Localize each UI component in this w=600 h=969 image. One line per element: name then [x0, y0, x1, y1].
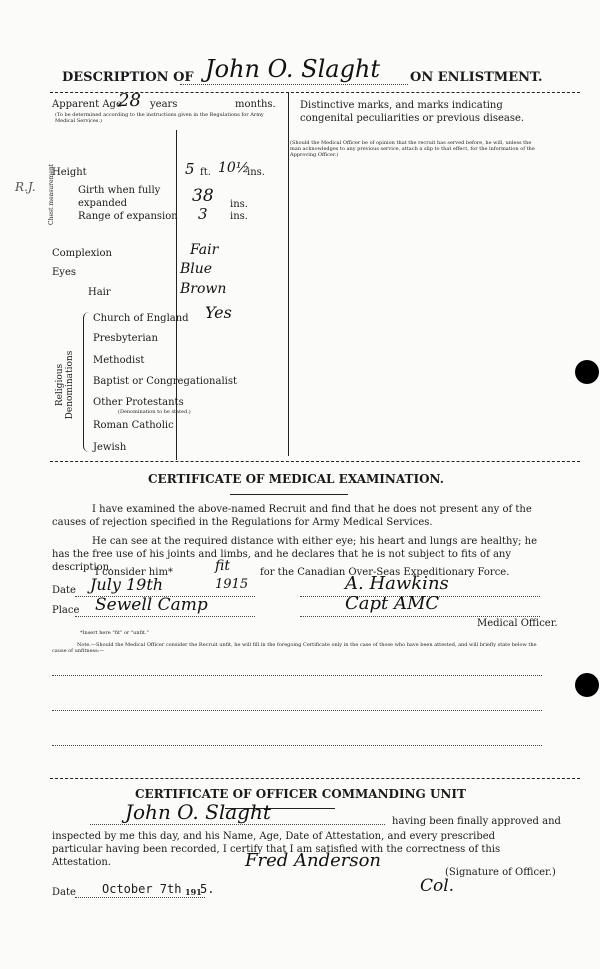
months-label: months. [235, 99, 276, 110]
religion-item: Roman Catholic [93, 420, 174, 431]
height-in: 10½ [218, 160, 250, 176]
religion-label: Religious Denominations [55, 350, 75, 420]
punch-hole [575, 673, 599, 697]
date-label: Date [52, 585, 76, 596]
girth-label: Girth when fully expanded [78, 185, 161, 209]
commanding-recruit-name: John O. Slaght [125, 800, 271, 824]
medical-officer-label: Medical Officer. [477, 618, 558, 629]
year-prefix: 191 [185, 887, 202, 897]
year-suffix: 5. [200, 882, 215, 896]
punch-hole [575, 360, 599, 384]
commanding-title: CERTIFICATE OF OFFICER COMMANDING UNIT [135, 787, 466, 801]
medical-title: CERTIFICATE OF MEDICAL EXAMINATION. [148, 472, 444, 486]
age-note: (To be determined according to the instructions given in the Regulations for Army Medical Services.) [55, 112, 264, 124]
other-note: (Denomination to be stated.) [118, 409, 191, 415]
religion-item: Baptist or Congregationalist [93, 376, 237, 387]
medical-para1: I have examined the above-named Recruit and find that he does not present any of the causes of rejection specified in the Regulations for Army Medical Services. [52, 504, 532, 528]
age-value: 28 [118, 90, 141, 111]
place-label: Place [52, 605, 80, 616]
force-label: for the Canadian Over-Seas Expeditionary Force. [260, 567, 510, 578]
recruit-name: John O. Slaght [205, 55, 381, 83]
ins-label: ins. [247, 167, 265, 178]
chest-label: Chest measurement [48, 163, 55, 225]
range-value: 3 [198, 205, 208, 223]
age-label: Apparent Age [52, 99, 122, 110]
margin-mark: R.J. [15, 180, 36, 194]
footnote: *Insert here "fit" or "unfit." [80, 630, 149, 636]
title-suffix: ON ENLISTMENT. [410, 70, 543, 85]
complexion-value: Fair [190, 242, 219, 258]
distinctive-note: (Should the Medical Officer be of opinion that the recruit has served before, he will, unless the man acknowledges to any previous service, attach a slip to that effect, for the information of the Approving Officer.) [290, 140, 535, 158]
eyes-value: Blue [180, 261, 213, 277]
hair-value: Brown [180, 281, 227, 297]
religion-item: Other Protestants [93, 397, 184, 408]
girth-ins-label: ins. [230, 199, 248, 210]
range-ins-label: ins. [230, 211, 248, 222]
unfit-note: Note.—Should the Medical Officer consider the Recruit unfit, he will fill in the foregoing Certificate only in the case of those who have been attested, and will briefly state below the cause of unfitness:— [52, 642, 537, 654]
commanding-date-value: October 7th [102, 882, 182, 896]
place-value: Sewell Camp [95, 595, 208, 615]
commanding-officer-rank: Col. [420, 876, 455, 896]
religion-item: Presbyterian [93, 333, 158, 344]
title-prefix: DESCRIPTION OF [62, 70, 194, 85]
religion-item: Jewish [93, 442, 127, 453]
medical-officer-signature: A. Hawkins [345, 573, 449, 594]
height-label: Height [52, 167, 87, 178]
year-value: 1915 [215, 577, 249, 592]
medical-officer-rank: Capt AMC [345, 593, 440, 614]
distinctive-marks-label: Distinctive marks, and marks indicating congenital peculiarities or previous disease. [300, 100, 525, 124]
religion-value: Yes [205, 303, 232, 322]
signature-label: (Signature of Officer.) [445, 867, 556, 878]
range-label: Range of expansion [78, 211, 178, 222]
eyes-label: Eyes [52, 267, 76, 278]
consider-value: fit [215, 558, 230, 574]
height-ft: 5 [185, 160, 195, 178]
religion-item: Methodist [93, 355, 145, 366]
commanding-text1: having been finally approved and [392, 816, 561, 827]
girth-value: 38 [192, 186, 214, 206]
religion-item: Church of England [93, 313, 189, 324]
commanding-text2: inspected by me this day, and his Name, Age, Date of Attestation, and every prescribed particular having been recorded, I certify that I am satisfied with the correctness of this Attestation. [52, 831, 501, 868]
medical-para2: He can see at the required distance with either eye; his heart and lungs are healthy; he has the free use of his joints and limbs, and he declares that he is not subject to fits of any description. [52, 536, 537, 573]
ft-label: ft. [200, 167, 211, 178]
commanding-date-label: Date [52, 887, 76, 898]
date-value: July 19th [90, 575, 164, 594]
hair-label: Hair [88, 287, 111, 298]
consider-label: I consider him* [95, 567, 173, 578]
years-label: years [150, 99, 178, 110]
commanding-officer-signature: Fred Anderson [245, 850, 382, 871]
complexion-label: Complexion [52, 248, 112, 259]
